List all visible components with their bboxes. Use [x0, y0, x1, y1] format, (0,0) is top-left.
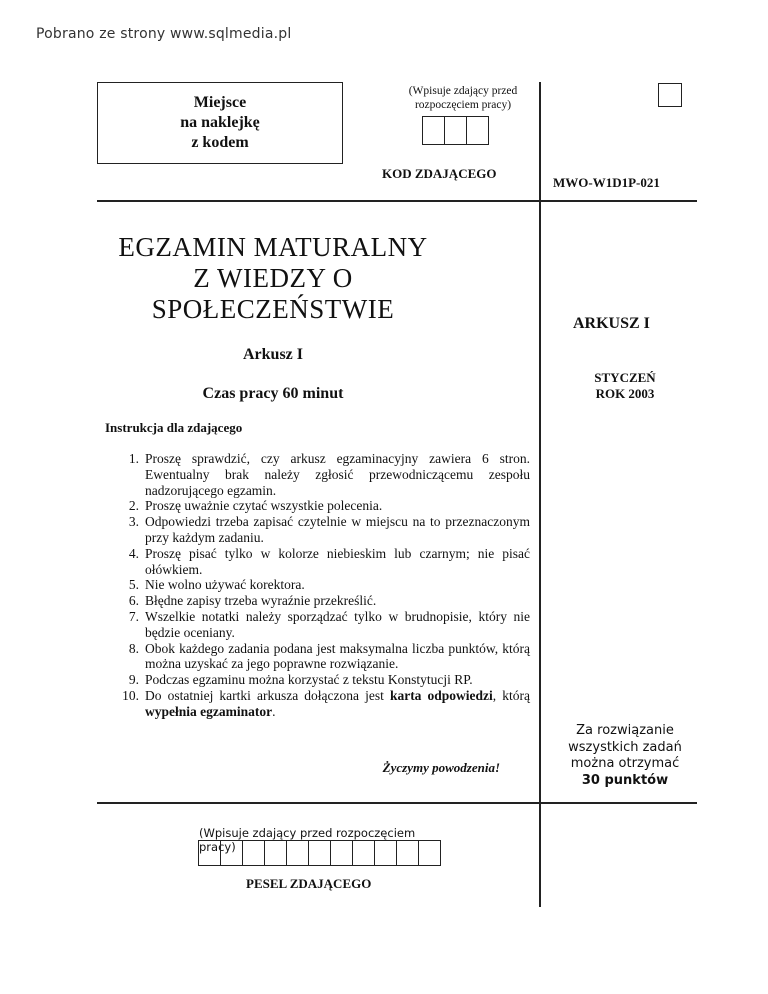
sheet-label: Arkusz I: [242, 346, 303, 363]
item-text: Proszę sprawdzić, czy arkusz egzaminacyjny zawiera 6 stron. Ewentualny brak należy zgłosić przewodniczącemu zespołu nadzorującego egzamin.: [145, 451, 530, 498]
item10-bold-2: wypełnia egzaminator: [145, 703, 273, 719]
exam-code: MWO-W1D1P-021: [553, 175, 660, 190]
item-number: 5.: [128, 577, 139, 593]
student-code-boxes[interactable]: [423, 116, 489, 145]
exam-title: [105, 232, 441, 325]
points-line-2: wszystkich zadań: [568, 739, 682, 755]
points-info: [555, 723, 695, 789]
item-text: Odpowiedzi trzeba zapisać czytelnie w miejscu na to przeznaczonym przy każdym zadaniu.: [145, 514, 530, 545]
pesel-digit-box[interactable]: [242, 840, 265, 866]
list-item: [105, 672, 530, 688]
dyslexia-checkbox[interactable]: [658, 83, 682, 107]
list-item: [105, 593, 530, 609]
item-number: 1.: [128, 451, 139, 466]
sheet-label-right: ARKUSZ I: [573, 315, 650, 332]
top-divider: [97, 200, 697, 202]
code-digit-box[interactable]: [422, 116, 445, 145]
title-line-2: Z WIEDZY O: [193, 263, 353, 293]
pesel-boxes[interactable]: [199, 840, 441, 866]
item-text: Nie wolno używać korektora.: [145, 577, 305, 593]
item10-part-2: , którą: [492, 687, 530, 703]
pesel-digit-box[interactable]: [418, 840, 441, 866]
pesel-digit-box[interactable]: [308, 840, 331, 866]
item-number: 7.: [128, 608, 139, 624]
exam-session: [555, 370, 695, 402]
points-line-3: można otrzymać: [570, 756, 680, 771]
pesel-digit-box[interactable]: [198, 840, 221, 866]
student-code-label: KOD ZDAJĄCEGO: [382, 166, 497, 181]
list-item: [105, 546, 530, 578]
item-text: Błędne zapisy trzeba wyraźnie przekreślić.: [145, 593, 377, 609]
code-note: (Wpisuje zdający przed rozpoczęciem pracy): [408, 85, 518, 111]
item-text: Obok każdego zadania podana jest maksymalna liczba punktów, którą można uzyskać za jego poprawne rozwiązanie.: [145, 640, 530, 672]
work-time: Czas pracy 60 minut: [202, 385, 344, 402]
bottom-divider: [97, 802, 697, 804]
code-digit-box[interactable]: [444, 116, 467, 145]
item-number: 10.: [122, 687, 139, 703]
item10-bold-1: karta odpowiedzi: [389, 687, 493, 703]
item-text: Proszę uważnie czytać wszystkie polecenia.: [145, 498, 383, 514]
title-line-3: SPOŁECZEŃSTWIE: [151, 294, 395, 324]
item10-part-3: .: [272, 703, 276, 719]
item-text: [145, 688, 530, 720]
list-item: [105, 451, 530, 498]
session-year: ROK 2003: [595, 386, 655, 401]
list-item: [105, 514, 530, 546]
sticker-placeholder: [97, 82, 343, 164]
item-text: Proszę pisać tylko w kolorze niebieskim lub czarnym; nie pisać ołówkiem.: [145, 545, 530, 577]
item-text: Wszelkie notatki należy sporządzać tylko w brudnopisie, który nie będzie oceniany.: [145, 608, 530, 640]
points-line-4: 30 punktów: [581, 772, 669, 788]
item-number: 3.: [128, 514, 139, 530]
sticker-line-1: Miejsce: [193, 94, 247, 111]
pesel-note: (Wpisuje zdający przed rozpoczęciem pracy): [199, 826, 416, 854]
sticker-line-3: z kodem: [191, 134, 249, 151]
points-line-1: Za rozwiązanie: [576, 723, 674, 738]
session-month: STYCZEŃ: [594, 370, 656, 385]
item-number: 2.: [128, 498, 139, 514]
instructions-list: [105, 451, 530, 720]
list-item: [105, 688, 530, 720]
item-number: 8.: [128, 640, 139, 656]
sticker-text: [180, 93, 260, 153]
title-line-1: EGZAMIN MATURALNY: [118, 232, 428, 262]
pesel-digit-box[interactable]: [286, 840, 309, 866]
pesel-label: PESEL ZDAJĄCEGO: [246, 876, 372, 891]
pesel-digit-box[interactable]: [220, 840, 243, 866]
pesel-digit-box[interactable]: [264, 840, 287, 866]
item10-part-1: Do ostatniej kartki arkusza dołączona jest: [145, 687, 390, 703]
list-item: [105, 609, 530, 641]
pesel-digit-box[interactable]: [396, 840, 419, 866]
pesel-digit-box[interactable]: [352, 840, 375, 866]
item-text: Podczas egzaminu można korzystać z tekstu Konstytucji RP.: [145, 672, 473, 688]
item-number: 4.: [128, 545, 139, 561]
vertical-divider: [539, 82, 541, 907]
good-luck-text: Życzymy powodzenia!: [382, 760, 500, 775]
pesel-digit-box[interactable]: [374, 840, 397, 866]
instructions-title: Instrukcja dla zdającego: [105, 420, 243, 435]
item-number: 6.: [128, 593, 139, 609]
sticker-line-2: na naklejkę: [180, 114, 260, 131]
source-note: Pobrano ze strony www.sqlmedia.pl: [36, 26, 292, 42]
pesel-digit-box[interactable]: [330, 840, 353, 866]
list-item: [105, 498, 530, 514]
code-digit-box[interactable]: [466, 116, 489, 145]
item-number: 9.: [128, 672, 139, 688]
list-item: [105, 641, 530, 673]
list-item: [105, 577, 530, 593]
